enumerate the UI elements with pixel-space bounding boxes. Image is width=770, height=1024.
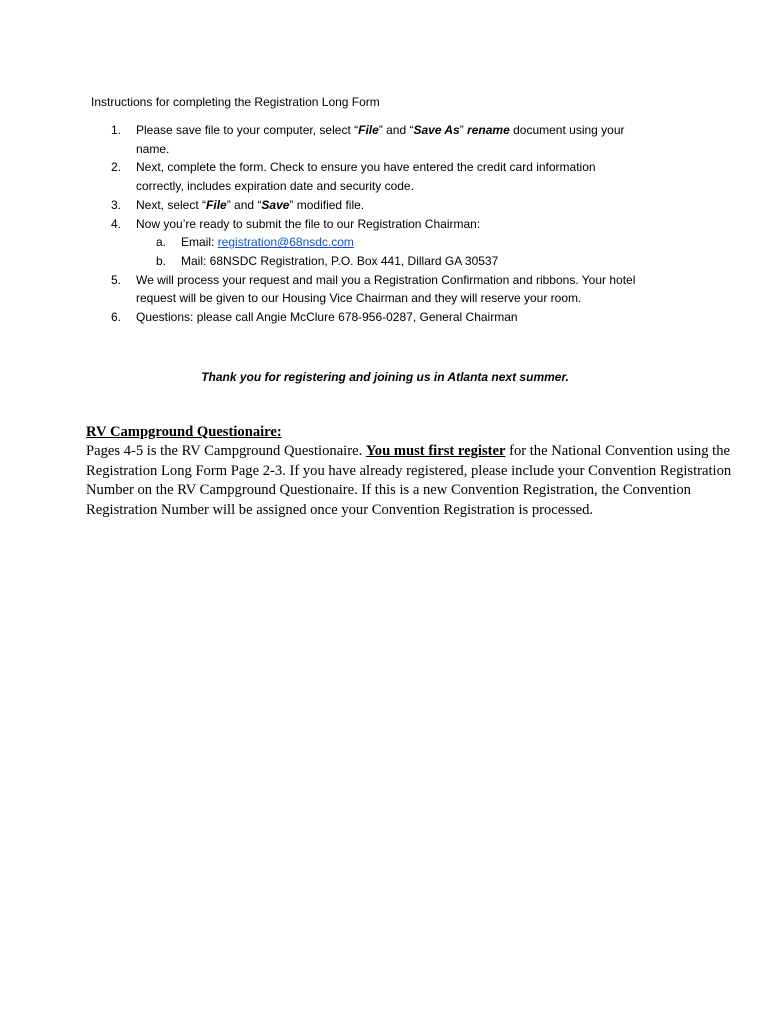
- rename-term: rename: [467, 123, 510, 137]
- file-menu-term: File: [358, 123, 379, 137]
- list-item: [111, 158, 711, 195]
- step-number: 4.: [111, 216, 122, 231]
- step-text: Questions: please call Angie McClure 678-956-0287, General Chairman: [136, 310, 518, 325]
- file-menu-term: File: [206, 197, 227, 212]
- step-text-part: ” and “: [378, 123, 414, 137]
- instructions-title: Instructions for completing the Registration Long Form: [91, 95, 380, 109]
- instructions-list: [111, 121, 711, 327]
- step-number: 1.: [111, 123, 122, 137]
- step-text-part: document using your: [509, 123, 625, 137]
- list-item: [111, 271, 711, 308]
- email-label: Email:: [181, 235, 218, 250]
- step-text-continued: correctly, includes expiration date and security code.: [136, 179, 414, 194]
- rv-section-paragraph: [86, 442, 746, 520]
- list-item: [111, 308, 711, 327]
- save-term: Save: [261, 197, 290, 212]
- step-number: 3.: [111, 197, 122, 212]
- mail-address: Mail: 68NSDC Registration, P.O. Box 441, Dillard GA 30537: [181, 253, 499, 268]
- step-text-part: ”: [459, 123, 468, 137]
- step-text-part: Please save file to your computer, select “: [136, 123, 359, 137]
- list-item: [111, 196, 711, 215]
- thank-you-note: Thank you for registering and joining us in Atlanta next summer.: [201, 370, 569, 384]
- step-text: [136, 196, 711, 215]
- email-link[interactable]: registration@68nsdc.com: [217, 235, 354, 250]
- rv-paragraph-text: Pages 4-5 is the RV Campground Questionaire.: [86, 443, 366, 459]
- step-number: 5.: [111, 272, 122, 287]
- sub-list-item: [111, 233, 711, 252]
- sub-item-letter: b.: [156, 253, 167, 268]
- list-item: [111, 121, 711, 158]
- rv-paragraph-text: for the National Convention using the Registration Long Form Page 2-3. If you have already registered, please include your Convention Registration Number on the RV Campground Questionaire. If this is a new Convention Registration, the Convention Registration Number will be assigned once your Convention Registration is processed.: [86, 443, 732, 518]
- step-text-part: Next, select “: [136, 197, 207, 212]
- rv-registration-emphasis: You must first register: [365, 443, 506, 459]
- sub-item-letter: a.: [156, 235, 167, 250]
- save-as-term: Save As: [413, 123, 460, 137]
- step-text-continued: request will be given to our Housing Vice Chairman and they will reserve your room.: [136, 291, 582, 306]
- list-item: [111, 215, 711, 234]
- step-number: 6.: [111, 310, 122, 325]
- step-text: Now you’re ready to submit the file to our Registration Chairman:: [136, 216, 481, 231]
- step-number: 2.: [111, 160, 122, 175]
- sub-list-item: [111, 252, 711, 271]
- step-text-part: ” and “: [226, 197, 262, 212]
- step-text-continued: name.: [136, 141, 170, 156]
- step-text-part: ” modified file.: [289, 197, 365, 212]
- rv-section-heading: RV Campground Questionaire:: [86, 424, 282, 440]
- step-text: Next, complete the form. Check to ensure you have entered the credit card information: [136, 160, 596, 175]
- step-text: [136, 121, 711, 140]
- step-text: We will process your request and mail you a Registration Confirmation and ribbons. Your hotel: [136, 272, 636, 287]
